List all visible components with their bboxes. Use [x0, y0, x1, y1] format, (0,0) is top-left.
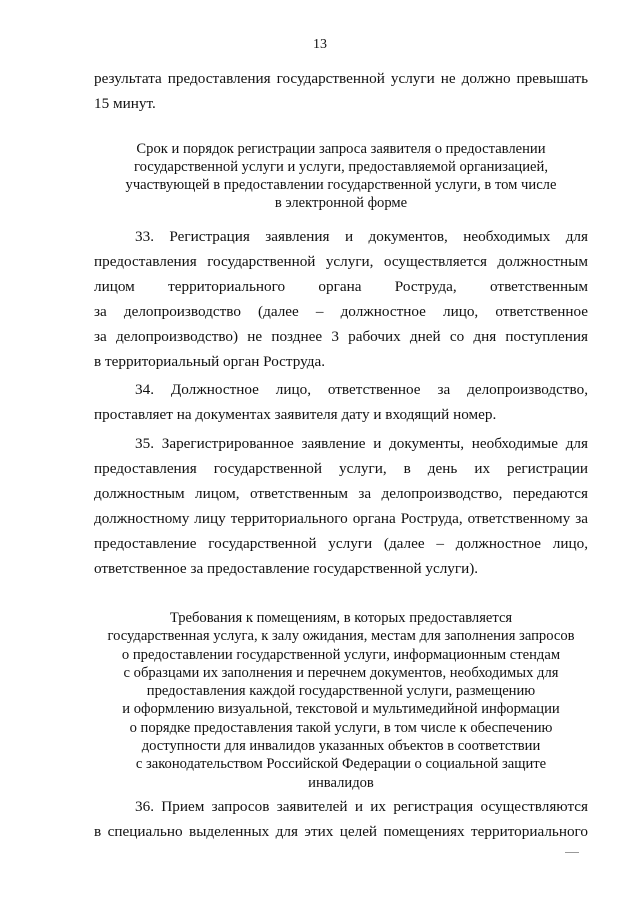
- paragraph-36: [94, 794, 588, 844]
- heading-line: в электронной форме: [274, 195, 408, 211]
- heading-line: государственной услуги и услуги, предоставляемой организацией,: [134, 159, 548, 175]
- heading-line: о порядке предоставления такой услуги, в том числе к обеспечению: [129, 719, 553, 736]
- text-line: проставляет на документах заявителя дату и входящий номер.: [94, 406, 497, 423]
- section-heading-registration: [94, 140, 588, 212]
- text-line: лицом территориального органа Роструда, ответственным: [94, 278, 588, 295]
- text-line: результата предоставления государственной услуги не должно превышать: [94, 70, 588, 87]
- text-line: 33. Регистрация заявления и документов, необходимых для: [135, 228, 588, 245]
- text-line: предоставление государственной услуги (далее – должностное лицо,: [94, 535, 588, 552]
- heading-line: государственная услуга, к залу ожидания, местам для заполнения запросов: [107, 628, 575, 645]
- section-heading-premises: [94, 609, 588, 792]
- heading-line: доступности для инвалидов указанных объектов в соответствии: [141, 738, 541, 755]
- text-line: 35. Зарегистрированное заявление и документы, необходимые для: [135, 435, 588, 452]
- heading-line: с законодательством Российской Федерации о социальной защите: [135, 756, 547, 773]
- heading-line: участвующей в предоставлении государственной услуги, в том числе: [125, 177, 557, 193]
- text-line: 34. Должностное лицо, ответственное за делопроизводство,: [135, 381, 588, 398]
- heading-line: инвалидов: [308, 774, 374, 791]
- text-line: должностному лицу территориального органа Роструда, ответственному за: [94, 510, 588, 527]
- text-line: 15 минут.: [94, 95, 156, 112]
- heading-line: о предоставлении государственной услуги, информационным стендам: [121, 646, 561, 663]
- text-line: в специально выделенных для этих целей помещениях территориального: [94, 823, 588, 840]
- page-number: 13: [313, 37, 327, 52]
- heading-line: Срок и порядок регистрации запроса заявителя о предоставлении: [136, 141, 546, 157]
- text-line: в территориальный орган Роструда.: [94, 353, 326, 370]
- text-line: должностным лицом, ответственным за делопроизводство, передаются: [94, 485, 588, 502]
- text-line: за делопроизводство) не позднее 3 рабочих дней со дня поступления: [94, 328, 588, 345]
- paragraph-35: [94, 431, 588, 581]
- paragraph-34: [94, 377, 588, 427]
- paragraph-33: [94, 224, 588, 374]
- heading-line: и оформлению визуальной, текстовой и мультимедийной информации: [122, 701, 560, 718]
- paragraph-intro: [94, 66, 588, 116]
- text-line: 36. Прием запросов заявителей и их регистрация осуществляются: [135, 798, 588, 815]
- text-line: за делопроизводство (далее – должностное лицо, ответственное: [94, 303, 588, 320]
- heading-line: Требования к помещениям, в которых предоставляется: [169, 610, 513, 626]
- heading-line: с образцами их заполнения и перечнем документов, необходимых для: [123, 664, 559, 681]
- text-line: предоставления государственной услуги, в день их регистрации: [94, 460, 588, 477]
- text-line: ответственное за предоставление государственной услуги).: [94, 560, 479, 577]
- text-line: предоставления государственной услуги, осуществляется должностным: [94, 253, 588, 270]
- heading-line: предоставления каждой государственной услуги, размещению: [146, 683, 536, 700]
- scan-mark: [565, 852, 579, 853]
